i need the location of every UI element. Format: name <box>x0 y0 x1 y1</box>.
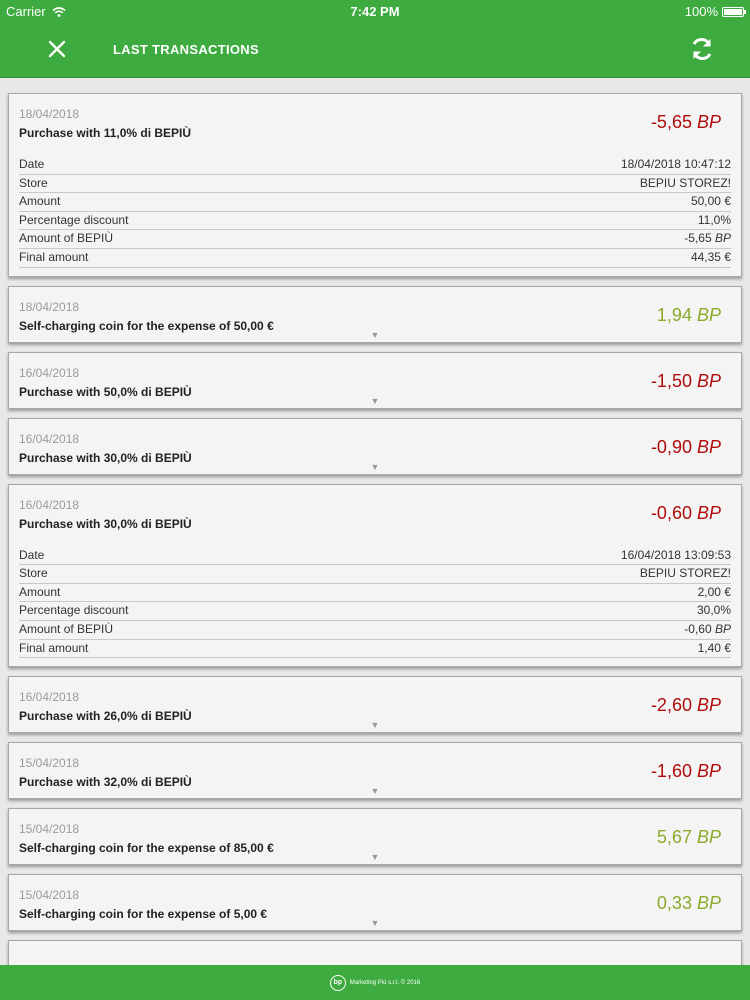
amount-unit: BP <box>696 695 721 716</box>
transaction-header[interactable] <box>9 419 741 474</box>
amount-value: -0,60 <box>650 502 692 523</box>
transaction-description: Purchase with 50,0% di BEPIÙ <box>19 384 192 399</box>
detail-row <box>19 212 731 231</box>
transaction-date: 15/04/2018 <box>19 888 80 903</box>
amount-unit: BP <box>696 304 721 325</box>
transaction-card[interactable] <box>8 418 742 475</box>
amount-unit: BP <box>696 827 721 848</box>
transaction-date: 18/04/2018 <box>19 107 80 121</box>
amount-value: -1,50 <box>650 370 692 391</box>
detail-value <box>684 230 731 248</box>
company-logo: bp <box>330 975 346 991</box>
detail-row <box>19 156 731 175</box>
transaction-description: Purchase with 11,0% di BEPIÙ <box>19 126 192 140</box>
transaction-details <box>9 541 741 667</box>
amount-unit: BP <box>696 370 721 391</box>
detail-row <box>19 640 731 659</box>
transaction-header[interactable] <box>9 287 741 342</box>
footer <box>0 965 750 1000</box>
transaction-description: Purchase with 30,0% di BEPIÙ <box>19 450 192 465</box>
transaction-description: Self-charging coin for the expense of 50,00 € <box>19 318 274 333</box>
refresh-icon[interactable] <box>688 35 716 63</box>
page-title: LAST TRANSACTIONS <box>113 42 259 57</box>
detail-value: BEPIU STOREZ! <box>639 566 731 581</box>
detail-label: Final amount <box>19 249 89 264</box>
amount-value: 1,94 <box>656 304 692 325</box>
amount-value: 5,67 <box>656 827 692 848</box>
detail-bepiu-unit: BP <box>714 621 731 636</box>
detail-label: Amount <box>19 194 61 209</box>
detail-bepiu-unit: BP <box>714 231 731 246</box>
transaction-date: 16/04/2018 <box>19 431 80 446</box>
transaction-description: Self-charging coin for the expense of 85,00 € <box>19 841 274 856</box>
transaction-header[interactable] <box>9 809 741 864</box>
detail-label: Store <box>19 175 48 190</box>
battery-percent: 100% <box>684 4 718 19</box>
chevron-down-icon[interactable]: ▼ <box>370 786 380 797</box>
detail-value: 50,00 € <box>690 194 731 209</box>
detail-label: Amount of BEPIÙ <box>19 621 114 636</box>
detail-label: Date <box>19 547 45 562</box>
detail-label: Final amount <box>19 640 89 655</box>
detail-row <box>19 565 731 584</box>
transaction-amount <box>651 112 721 133</box>
chevron-down-icon[interactable]: ▼ <box>370 852 380 863</box>
app-header <box>0 22 750 78</box>
transaction-header[interactable] <box>9 485 741 541</box>
chevron-down-icon[interactable]: ▼ <box>370 461 380 472</box>
amount-unit: BP <box>696 502 721 523</box>
transaction-amount <box>657 893 721 914</box>
amount-unit: BP <box>696 112 721 132</box>
detail-value: BEPIU STOREZ! <box>639 175 731 190</box>
transaction-amount <box>657 305 721 326</box>
detail-bepiu-value: -0,60 <box>684 621 712 636</box>
amount-value: 0,33 <box>656 893 692 914</box>
detail-row <box>19 175 731 194</box>
detail-row <box>19 193 731 212</box>
footer-copyright: Marketing Più s.r.l. © 2016 <box>349 979 421 986</box>
transaction-header[interactable] <box>9 677 741 732</box>
amount-value: -5,65 <box>650 112 692 132</box>
transaction-card[interactable] <box>8 874 742 931</box>
transaction-description: Self-charging coin for the expense of 5,00 € <box>19 907 268 922</box>
amount-unit: BP <box>696 436 721 457</box>
transaction-card[interactable] <box>8 286 742 343</box>
transaction-card-partial[interactable] <box>8 940 742 965</box>
amount-unit: BP <box>696 893 721 914</box>
transaction-header[interactable] <box>9 353 741 408</box>
detail-value: 2,00 € <box>697 584 731 599</box>
transaction-date: 16/04/2018 <box>19 690 80 705</box>
transaction-card[interactable] <box>8 93 742 277</box>
transaction-card[interactable] <box>8 676 742 733</box>
detail-value: 30,0% <box>696 603 731 618</box>
transaction-header[interactable] <box>9 743 741 798</box>
detail-label: Percentage discount <box>19 603 129 618</box>
amount-value: -1,60 <box>650 761 692 782</box>
chevron-down-icon[interactable]: ▼ <box>370 720 380 731</box>
detail-row <box>19 602 731 621</box>
transaction-header[interactable] <box>9 94 741 150</box>
chevron-down-icon[interactable]: ▼ <box>370 395 380 406</box>
chevron-down-icon[interactable]: ▼ <box>370 918 380 929</box>
transaction-card[interactable] <box>8 484 742 668</box>
clock: 7:42 PM <box>350 4 400 19</box>
transaction-date: 15/04/2018 <box>19 756 80 771</box>
close-icon[interactable] <box>44 36 70 62</box>
detail-label: Store <box>19 566 48 581</box>
transaction-description: Purchase with 30,0% di BEPIÙ <box>19 516 192 531</box>
detail-row <box>19 230 731 249</box>
detail-row <box>19 621 731 640</box>
transaction-date: 18/04/2018 <box>19 299 80 314</box>
transaction-amount <box>651 437 721 458</box>
amount-value: -2,60 <box>650 695 692 716</box>
detail-label: Date <box>19 157 45 171</box>
detail-value: 11,0% <box>697 212 731 227</box>
detail-value <box>684 621 731 639</box>
detail-value: 1,40 € <box>697 640 731 655</box>
transaction-amount <box>657 827 721 848</box>
transaction-amount <box>651 503 721 524</box>
transaction-header[interactable] <box>9 875 741 930</box>
transaction-amount <box>651 695 721 716</box>
amount-unit: BP <box>696 761 721 782</box>
battery-indicator <box>685 4 744 19</box>
chevron-down-icon[interactable]: ▼ <box>370 329 380 340</box>
transaction-date: 16/04/2018 <box>19 497 80 512</box>
carrier-label: Carrier <box>6 4 46 19</box>
detail-value: 44,35 € <box>690 249 731 264</box>
detail-value: 18/04/2018 10:47:12 <box>620 157 731 171</box>
detail-label: Amount of BEPIÙ <box>19 231 114 246</box>
battery-icon <box>722 7 744 17</box>
transaction-details <box>9 150 741 276</box>
transaction-date: 15/04/2018 <box>19 822 80 837</box>
status-bar <box>0 0 750 22</box>
detail-label: Amount <box>19 584 61 599</box>
transaction-amount <box>651 761 721 782</box>
transaction-amount <box>651 371 721 392</box>
transactions-list[interactable] <box>0 78 750 965</box>
detail-row <box>19 249 731 268</box>
transaction-description: Purchase with 32,0% di BEPIÙ <box>19 775 192 790</box>
transaction-card[interactable] <box>8 808 742 865</box>
detail-row <box>19 584 731 603</box>
amount-value: -0,90 <box>650 436 692 457</box>
detail-value: 16/04/2018 13:09:53 <box>620 547 731 562</box>
detail-row <box>19 547 731 566</box>
detail-bepiu-value: -5,65 <box>684 231 712 246</box>
detail-label: Percentage discount <box>19 212 129 227</box>
transaction-card[interactable] <box>8 742 742 799</box>
transaction-description: Purchase with 26,0% di BEPIÙ <box>19 709 192 724</box>
transaction-card[interactable] <box>8 352 742 409</box>
transaction-date: 16/04/2018 <box>19 365 80 380</box>
